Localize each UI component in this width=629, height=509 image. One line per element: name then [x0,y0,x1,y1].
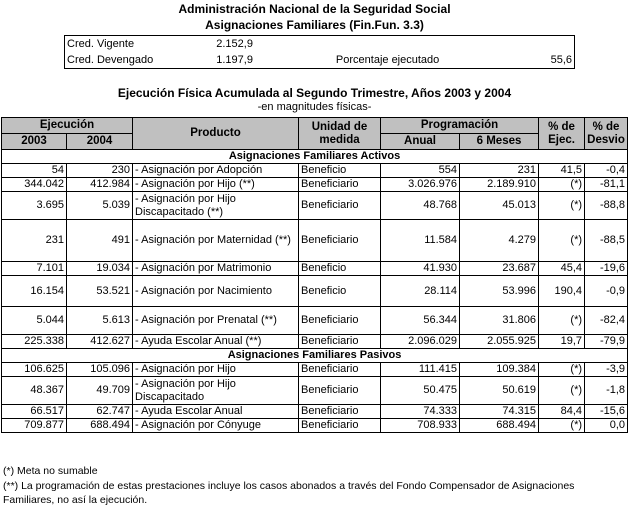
cell-pct-desvio: -0,4 [585,164,628,178]
table-row [2,363,628,377]
table-row [2,276,628,307]
cell-pct-ejec: 41,5 [539,164,585,178]
cell-pct-desvio: -88,8 [585,192,628,220]
cell-producto: - Asignación por Cónyuge [133,419,299,433]
cell-anual: 554 [381,164,460,178]
cell-2003: 7.101 [2,262,67,276]
cell-2004: 62.747 [67,405,133,419]
porcentaje-label: Porcentaje ejecutado [335,54,440,66]
cell-6-meses: 688.494 [460,419,539,433]
execution-table [1,117,628,433]
table-row [2,178,628,192]
cell-unidad: Beneficiario [299,307,381,335]
cell-producto: - Asignación por Hijo Discapacitado [133,377,299,405]
table-row [2,307,628,335]
cell-6-meses: 31.806 [460,307,539,335]
credits-row-vigente [65,36,575,53]
cell-pct-ejec: 19,7 [539,335,585,349]
table-row [2,262,628,276]
header-2003: 2003 [2,134,67,150]
section-header-row [2,349,628,363]
cell-anual: 50.475 [381,377,460,405]
cell-unidad: Beneficio [299,276,381,307]
table-row [2,220,628,262]
header-2004: 2004 [67,134,133,150]
cell-pct-ejec: (*) [539,377,585,405]
cell-anual: 28.114 [381,276,460,307]
cred-devengado-value: 1.197,9 [216,54,253,66]
cell-2004: 412.627 [67,335,133,349]
cell-pct-desvio: -3,9 [585,363,628,377]
execution-subtitle: -en magnitudes físicas- [257,101,372,113]
cell-unidad: Beneficiario [299,192,381,220]
cell-pct-ejec: (*) [539,307,585,335]
cell-unidad: Beneficiario [299,220,381,262]
cred-devengado-label: Cred. Devengado [67,54,154,66]
header-row-1 [2,118,628,134]
cell-2004: 5.613 [67,307,133,335]
cell-anual: 111.415 [381,363,460,377]
cell-6-meses: 231 [460,164,539,178]
cell-2004: 412.984 [67,178,133,192]
cell-anual: 56.344 [381,307,460,335]
cell-2004: 53.521 [67,276,133,307]
section-header-row [2,150,628,164]
table-row [2,192,628,220]
cell-2003: 231 [2,220,67,262]
cell-unidad: Beneficiario [299,419,381,433]
cell-anual: 74.333 [381,405,460,419]
section-title: Asignaciones Familiares Pasivos [2,349,628,363]
cell-2003: 709.877 [2,419,67,433]
cell-2004: 49.709 [67,377,133,405]
credits-box [64,35,575,69]
cell-producto: - Ayuda Escolar Anual [133,405,299,419]
cell-6-meses: 2.189.910 [460,178,539,192]
cell-anual: 2.096.029 [381,335,460,349]
cell-producto: - Asignación por Matrimonio [133,262,299,276]
section-title: Asignaciones Familiares Activos [2,150,628,164]
cell-pct-ejec: (*) [539,178,585,192]
cell-pct-desvio: -79,9 [585,335,628,349]
cred-vigente-value: 2.152,9 [216,38,253,50]
cell-anual: 41.930 [381,262,460,276]
cell-6-meses: 53.996 [460,276,539,307]
table-row [2,164,628,178]
cell-pct-ejec: 190,4 [539,276,585,307]
cell-2003: 66.517 [2,405,67,419]
cell-2003: 225.338 [2,335,67,349]
cell-anual: 11.584 [381,220,460,262]
empty-cell [514,36,575,53]
table-row [2,405,628,419]
header-ejecucion: Ejecución [2,118,133,134]
cell-unidad: Beneficio [299,164,381,178]
header-programacion: Programación [381,118,539,134]
cell-2003: 16.154 [2,276,67,307]
cell-2003: 48.367 [2,377,67,405]
cell-pct-desvio: -1,8 [585,377,628,405]
execution-title: Ejecución Física Acumulada al Segundo Trimestre, Años 2003 y 2004 [117,86,512,100]
cell-producto: - Asignación por Maternidad (**) [133,220,299,262]
cell-2003: 344.042 [2,178,67,192]
cell-producto: - Asignación por Prenatal (**) [133,307,299,335]
note-programacion: (**) La programación de estas prestaciones incluye los casos abonados a través del Fondo Compensador de Asignaciones Familiares, no así la ejecución. [3,480,575,506]
cell-pct-ejec: (*) [539,192,585,220]
cell-pct-desvio: 0,0 [585,419,628,433]
table-row [2,335,628,349]
header-pct-desvio: % de Desvio [585,118,628,150]
table-row [2,419,628,433]
header-6-meses: 6 Meses [460,134,539,150]
cell-2003: 54 [2,164,67,178]
cell-pct-desvio: -0,9 [585,276,628,307]
cell-2004: 491 [67,220,133,262]
cell-2004: 5.039 [67,192,133,220]
cell-pct-ejec: (*) [539,220,585,262]
cell-producto: - Ayuda Escolar Anual (**) [133,335,299,349]
note-meta: (*) Meta no sumable [3,465,98,477]
cell-unidad: Beneficiario [299,405,381,419]
header-pct-ejec: % de Ejec. [539,118,585,150]
cell-2003: 3.695 [2,192,67,220]
cell-2003: 5.044 [2,307,67,335]
cell-6-meses: 23.687 [460,262,539,276]
cell-pct-ejec: 84,4 [539,405,585,419]
cell-pct-desvio: -81,1 [585,178,628,192]
cell-6-meses: 74.315 [460,405,539,419]
cell-producto: - Asignación por Adopción [133,164,299,178]
cell-anual: 48.768 [381,192,460,220]
cell-unidad: Beneficiario [299,363,381,377]
header-unidad: Unidad de medida [299,118,381,150]
credits-row-devengado [65,52,575,69]
cell-anual: 708.933 [381,419,460,433]
page-title: Administración Nacional de la Seguridad Social [178,2,451,16]
cell-producto: - Asignación por Hijo (**) [133,178,299,192]
cell-unidad: Beneficiario [299,335,381,349]
cell-pct-ejec: 45,4 [539,262,585,276]
cell-producto: - Asignación por Hijo Discapacitado (**) [133,192,299,220]
cell-6-meses: 45.013 [460,192,539,220]
cell-pct-desvio: -15,6 [585,405,628,419]
cell-6-meses: 50.619 [460,377,539,405]
cell-anual: 3.026.976 [381,178,460,192]
cell-unidad: Beneficio [299,262,381,276]
cell-pct-ejec: (*) [539,419,585,433]
cell-unidad: Beneficiario [299,377,381,405]
cell-2004: 19.034 [67,262,133,276]
table-row [2,377,628,405]
cell-pct-desvio: -82,4 [585,307,628,335]
cell-2003: 106.625 [2,363,67,377]
cell-2004: 688.494 [67,419,133,433]
cell-pct-ejec: (*) [539,363,585,377]
cell-6-meses: 109.384 [460,363,539,377]
cell-6-meses: 4.279 [460,220,539,262]
cred-vigente-label: Cred. Vigente [67,38,135,50]
porcentaje-value: 55,6 [550,54,572,66]
cell-producto: - Asignación por Hijo [133,363,299,377]
cell-2004: 230 [67,164,133,178]
page-subtitle: Asignaciones Familiares (Fin.Fun. 3.3) [205,18,424,32]
cell-2004: 105.096 [67,363,133,377]
cell-producto: - Asignación por Nacimiento [133,276,299,307]
cell-6-meses: 2.055.925 [460,335,539,349]
cell-pct-desvio: -19,6 [585,262,628,276]
header-anual: Anual [381,134,460,150]
cell-unidad: Beneficiario [299,178,381,192]
empty-cell [334,36,514,53]
header-producto: Producto [133,118,299,150]
cell-pct-desvio: -88,5 [585,220,628,262]
